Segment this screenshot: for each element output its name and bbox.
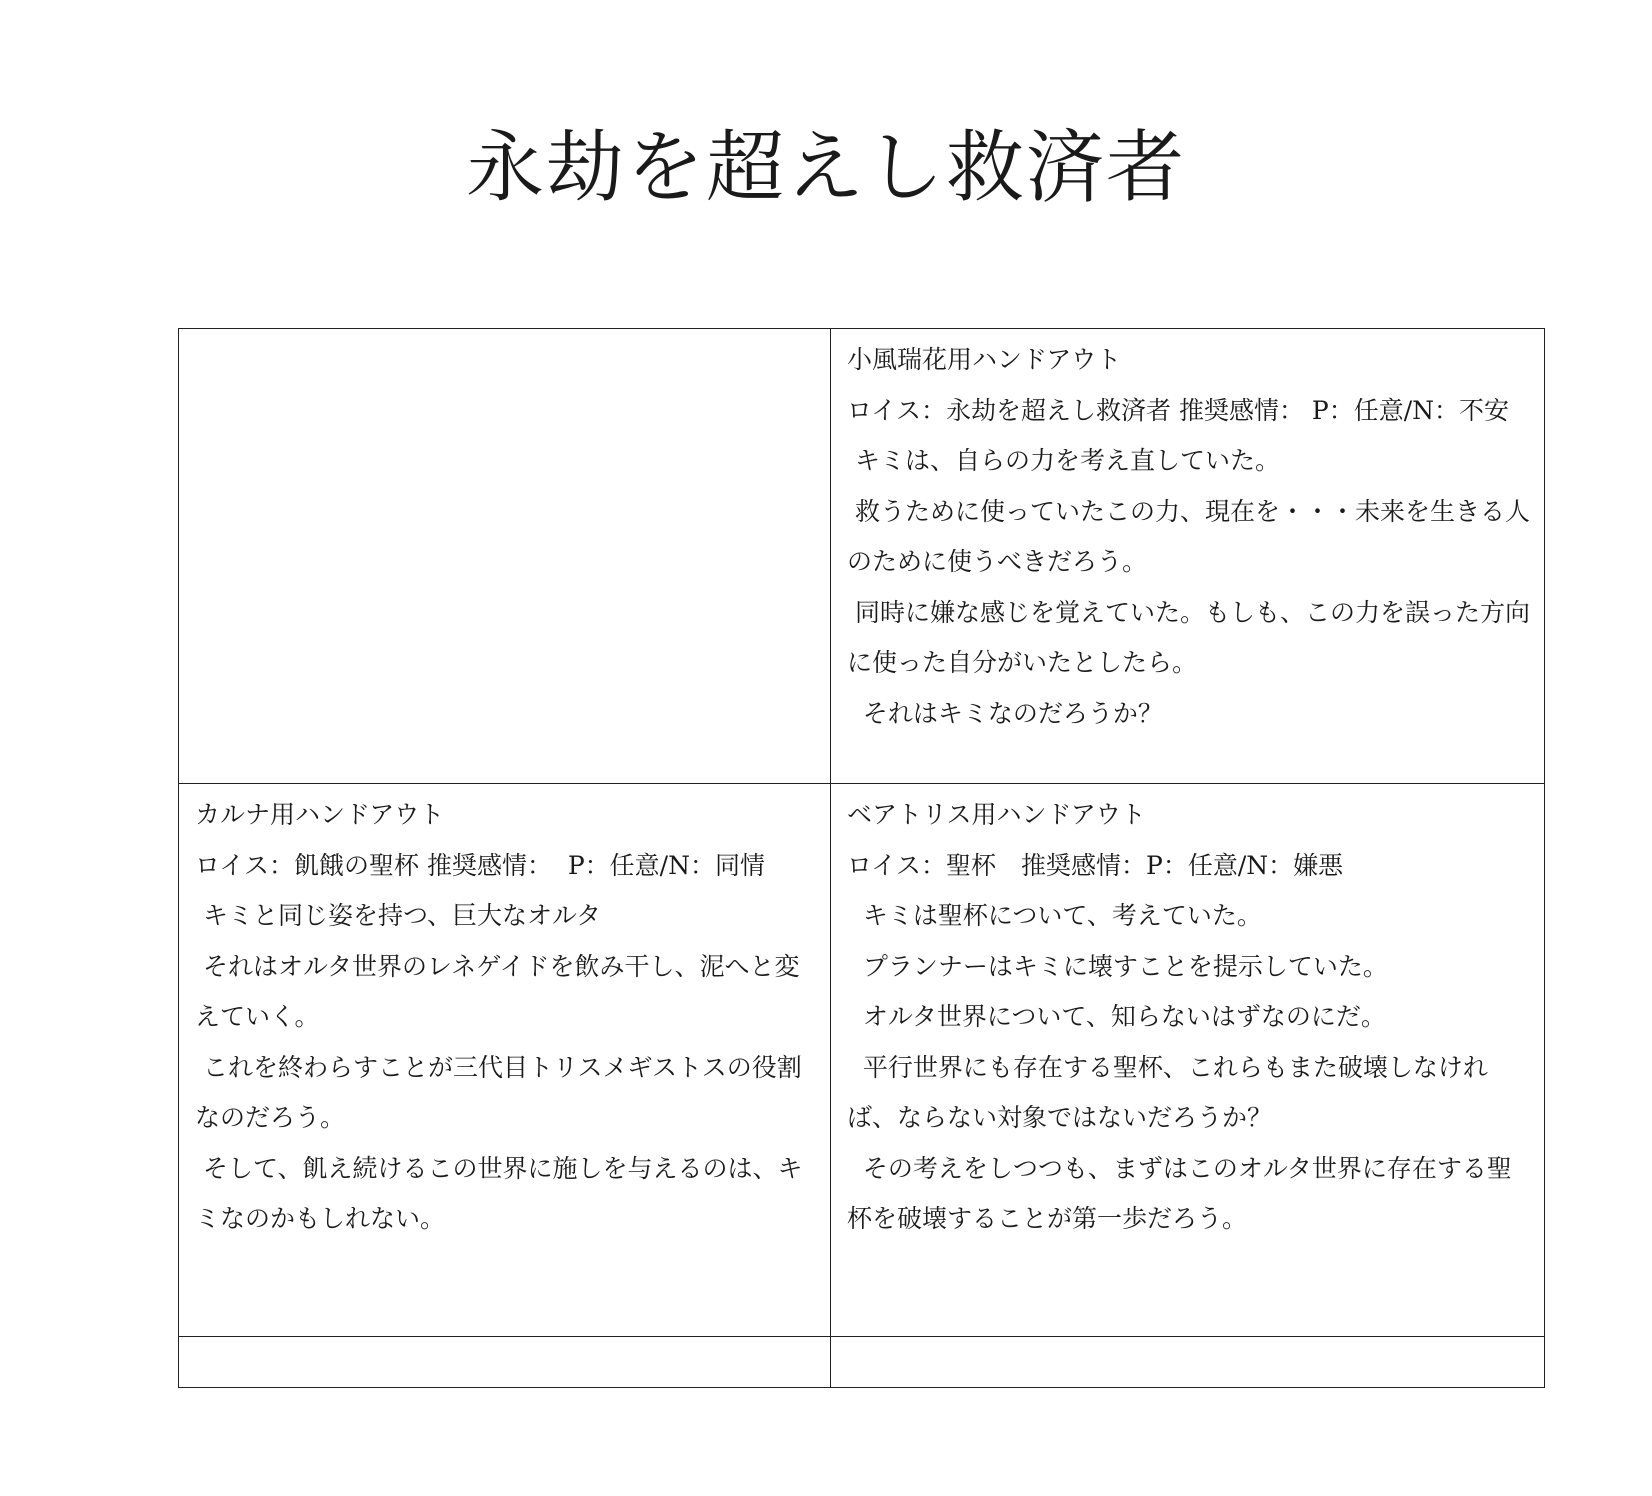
document-title: 永劫を超えし救済者 <box>465 123 1186 213</box>
lois-line: ロイス：永劫を超えし救済者 推奨感情： P：任意/N：不安 <box>847 395 1510 425</box>
paragraph: オルタ世界について、知らないはずなのにだ。 <box>847 1002 1386 1031</box>
paragraph: プランナーはキミに壊すことを提示していた。 <box>847 951 1388 981</box>
paragraph: キミは、自らの力を考え直していた。 <box>847 446 1280 475</box>
paragraph: その考えをしつつも、まずはこのオルタ世界に存在する聖杯を破壊することが第一歩だろう。 <box>847 1153 1512 1233</box>
handout-beatrice <box>831 784 1545 1337</box>
table-row <box>179 329 1545 784</box>
paragraph: キミは聖杯について、考えていた。 <box>847 901 1262 930</box>
paragraph: それはキミなのだろうか？ <box>847 698 1163 728</box>
paragraph: それはオルタ世界のレネゲイドを飲み干し、泥へと変えていく。 <box>195 951 800 1031</box>
cell-bottom-left <box>179 1337 831 1388</box>
paragraph: キミと同じ姿を持つ、巨大なオルタ <box>195 901 601 930</box>
handout-heading: カルナ用ハンドアウト <box>195 800 445 829</box>
paragraph: 同時に嫌な感じを覚えていた。もしも、この力を誤った方向に使った自分がいたとしたら。 <box>847 597 1530 677</box>
handout-karna <box>179 784 831 1337</box>
handout-heading: 小風瑞花用ハンドアウト <box>847 345 1122 374</box>
lois-line: ロイス：聖杯 推奨感情：P：任意/N：嫌悪 <box>847 850 1344 880</box>
handout-heading: ベアトリス用ハンドアウト <box>847 800 1146 829</box>
table-row <box>179 1337 1545 1388</box>
cell-top-left <box>179 329 831 784</box>
paragraph: 救うために使っていたこの力、現在を・・・未来を生きる人のために使うべきだろう。 <box>847 496 1530 576</box>
lois-line: ロイス：飢餓の聖杯 推奨感情： P：任意/N：同情 <box>195 850 765 880</box>
cell-bottom-right <box>831 1337 1545 1388</box>
paragraph: 平行世界にも存在する聖杯、これらもまた破壊しなければ、ならない対象ではないだろうか？ <box>847 1052 1488 1132</box>
table-row <box>179 784 1545 1337</box>
paragraph: これを終わらすことが三代目トリスメギストスの役割なのだろう。 <box>195 1052 802 1132</box>
handout-table <box>178 328 1545 1388</box>
paragraph: そして、飢え続けるこの世界に施しを与えるのは、キミなのかもしれない。 <box>195 1153 803 1233</box>
handout-mizuka <box>831 329 1545 784</box>
